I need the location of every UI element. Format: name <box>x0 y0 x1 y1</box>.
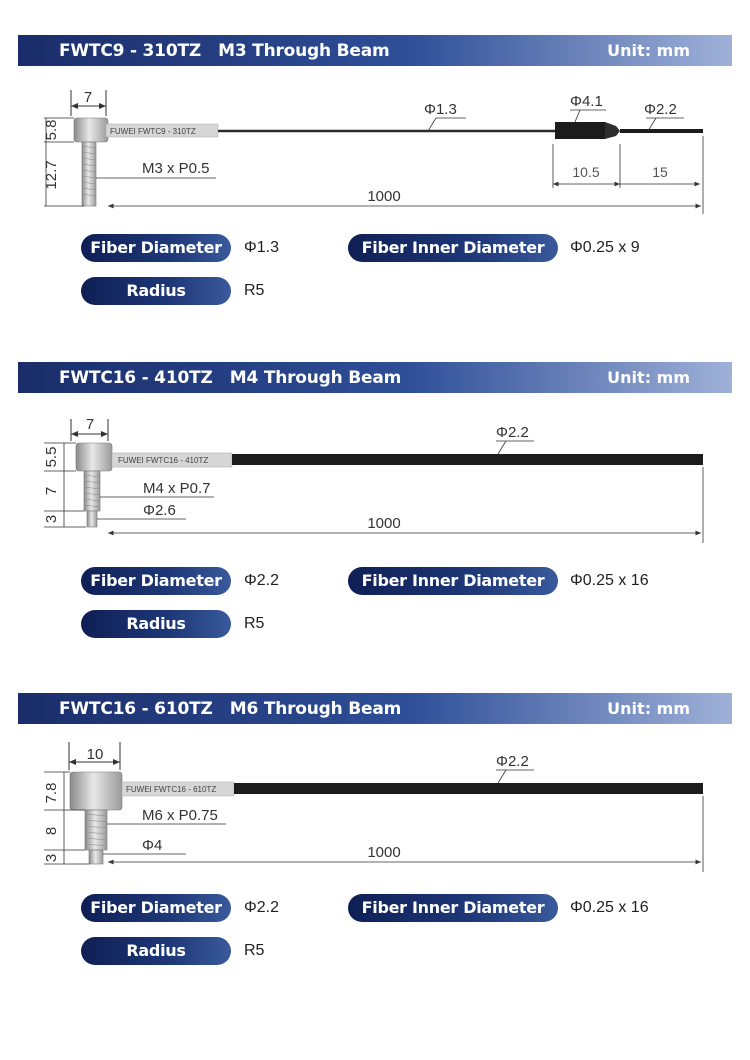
head-width-dim: 7 <box>85 416 95 433</box>
thread-spec: M4 x P0.7 <box>143 480 211 497</box>
fiber-diameter-badge: Fiber Diameter <box>81 894 231 922</box>
dimension-drawing <box>0 80 750 220</box>
fiber-diameter-badge: Fiber Diameter <box>81 234 231 262</box>
tip-length-dim: 3 <box>43 514 60 524</box>
thread-length-dim: 12.7 <box>43 160 60 190</box>
fiber-diameter-value: Φ1.3 <box>244 239 280 256</box>
dimension-drawing <box>0 738 750 878</box>
fiber-dia-dim: Φ1.3 <box>424 101 457 118</box>
fiber-diameter-badge: Fiber Diameter <box>81 567 231 595</box>
head-width-dim: 10 <box>86 746 104 763</box>
unit-label: Unit: mm <box>607 41 690 60</box>
tail-dia-dim: Φ2.2 <box>644 101 677 118</box>
fiber-diameter-value: Φ2.2 <box>244 899 280 916</box>
tip-dia-dim: Φ4 <box>142 837 163 854</box>
head-width-dim: 7 <box>83 89 93 106</box>
fiber-inner-diameter-value: Φ0.25 x 16 <box>570 572 649 589</box>
thread-spec: M6 x P0.75 <box>142 807 218 824</box>
fiber-inner-diameter-value: Φ0.25 x 16 <box>570 899 649 916</box>
unit-label: Unit: mm <box>607 368 690 387</box>
section-title: FWTC9 - 310TZ M3 Through Beam <box>59 41 390 61</box>
unit-label: Unit: mm <box>607 699 690 718</box>
radius-badge: Radius <box>81 277 231 305</box>
head-height-dim: 5.8 <box>43 119 60 141</box>
thread-length-dim: 7 <box>43 486 60 496</box>
fiber-dia-dim: Φ2.2 <box>496 424 529 441</box>
section-title: FWTC16 - 410TZ M4 Through Beam <box>59 368 402 388</box>
section-title: FWTC16 - 610TZ M6 Through Beam <box>59 699 402 719</box>
radius-value: R5 <box>244 282 265 299</box>
product-section-fwtc16-410tz <box>0 327 750 657</box>
section-header <box>18 693 732 724</box>
fiber-diameter-value: Φ2.2 <box>244 572 280 589</box>
fiber-inner-diameter-badge: Fiber Inner Diameter <box>348 567 558 595</box>
dimension-drawing <box>0 407 750 547</box>
product-section-fwtc16-610tz <box>0 658 750 988</box>
thread-length-dim: 8 <box>43 826 60 836</box>
radius-badge: Radius <box>81 610 231 638</box>
total-length-dim: 1000 <box>367 188 401 205</box>
sleeve-dia-dim: Φ4.1 <box>570 93 603 110</box>
section-header <box>18 35 732 66</box>
product-label-print: FUWEI FWTC16 - 610TZ <box>126 785 217 794</box>
product-section-fwtc9-310tz <box>0 0 750 330</box>
radius-value: R5 <box>244 615 265 632</box>
head-height-dim: 5.5 <box>43 446 60 468</box>
tip-dia-dim: Φ2.6 <box>143 502 176 519</box>
total-length-dim: 1000 <box>367 515 401 532</box>
tail-length-dim: 15 <box>652 164 668 180</box>
fiber-inner-diameter-badge: Fiber Inner Diameter <box>348 894 558 922</box>
head-height-dim: 7.8 <box>43 782 60 804</box>
sleeve-length-dim: 10.5 <box>572 164 600 180</box>
tip-length-dim: 3 <box>43 853 60 863</box>
product-label-print: FUWEI FWTC9 - 310TZ <box>110 127 196 136</box>
fiber-inner-diameter-value: Φ0.25 x 9 <box>570 239 640 256</box>
section-header <box>18 362 732 393</box>
fiber-inner-diameter-badge: Fiber Inner Diameter <box>348 234 558 262</box>
fiber-dia-dim: Φ2.2 <box>496 753 529 770</box>
thread-spec: M3 x P0.5 <box>142 160 210 177</box>
radius-value: R5 <box>244 942 265 959</box>
radius-badge: Radius <box>81 937 231 965</box>
product-label-print: FUWEI FWTC16 - 410TZ <box>118 456 209 465</box>
total-length-dim: 1000 <box>367 844 401 861</box>
